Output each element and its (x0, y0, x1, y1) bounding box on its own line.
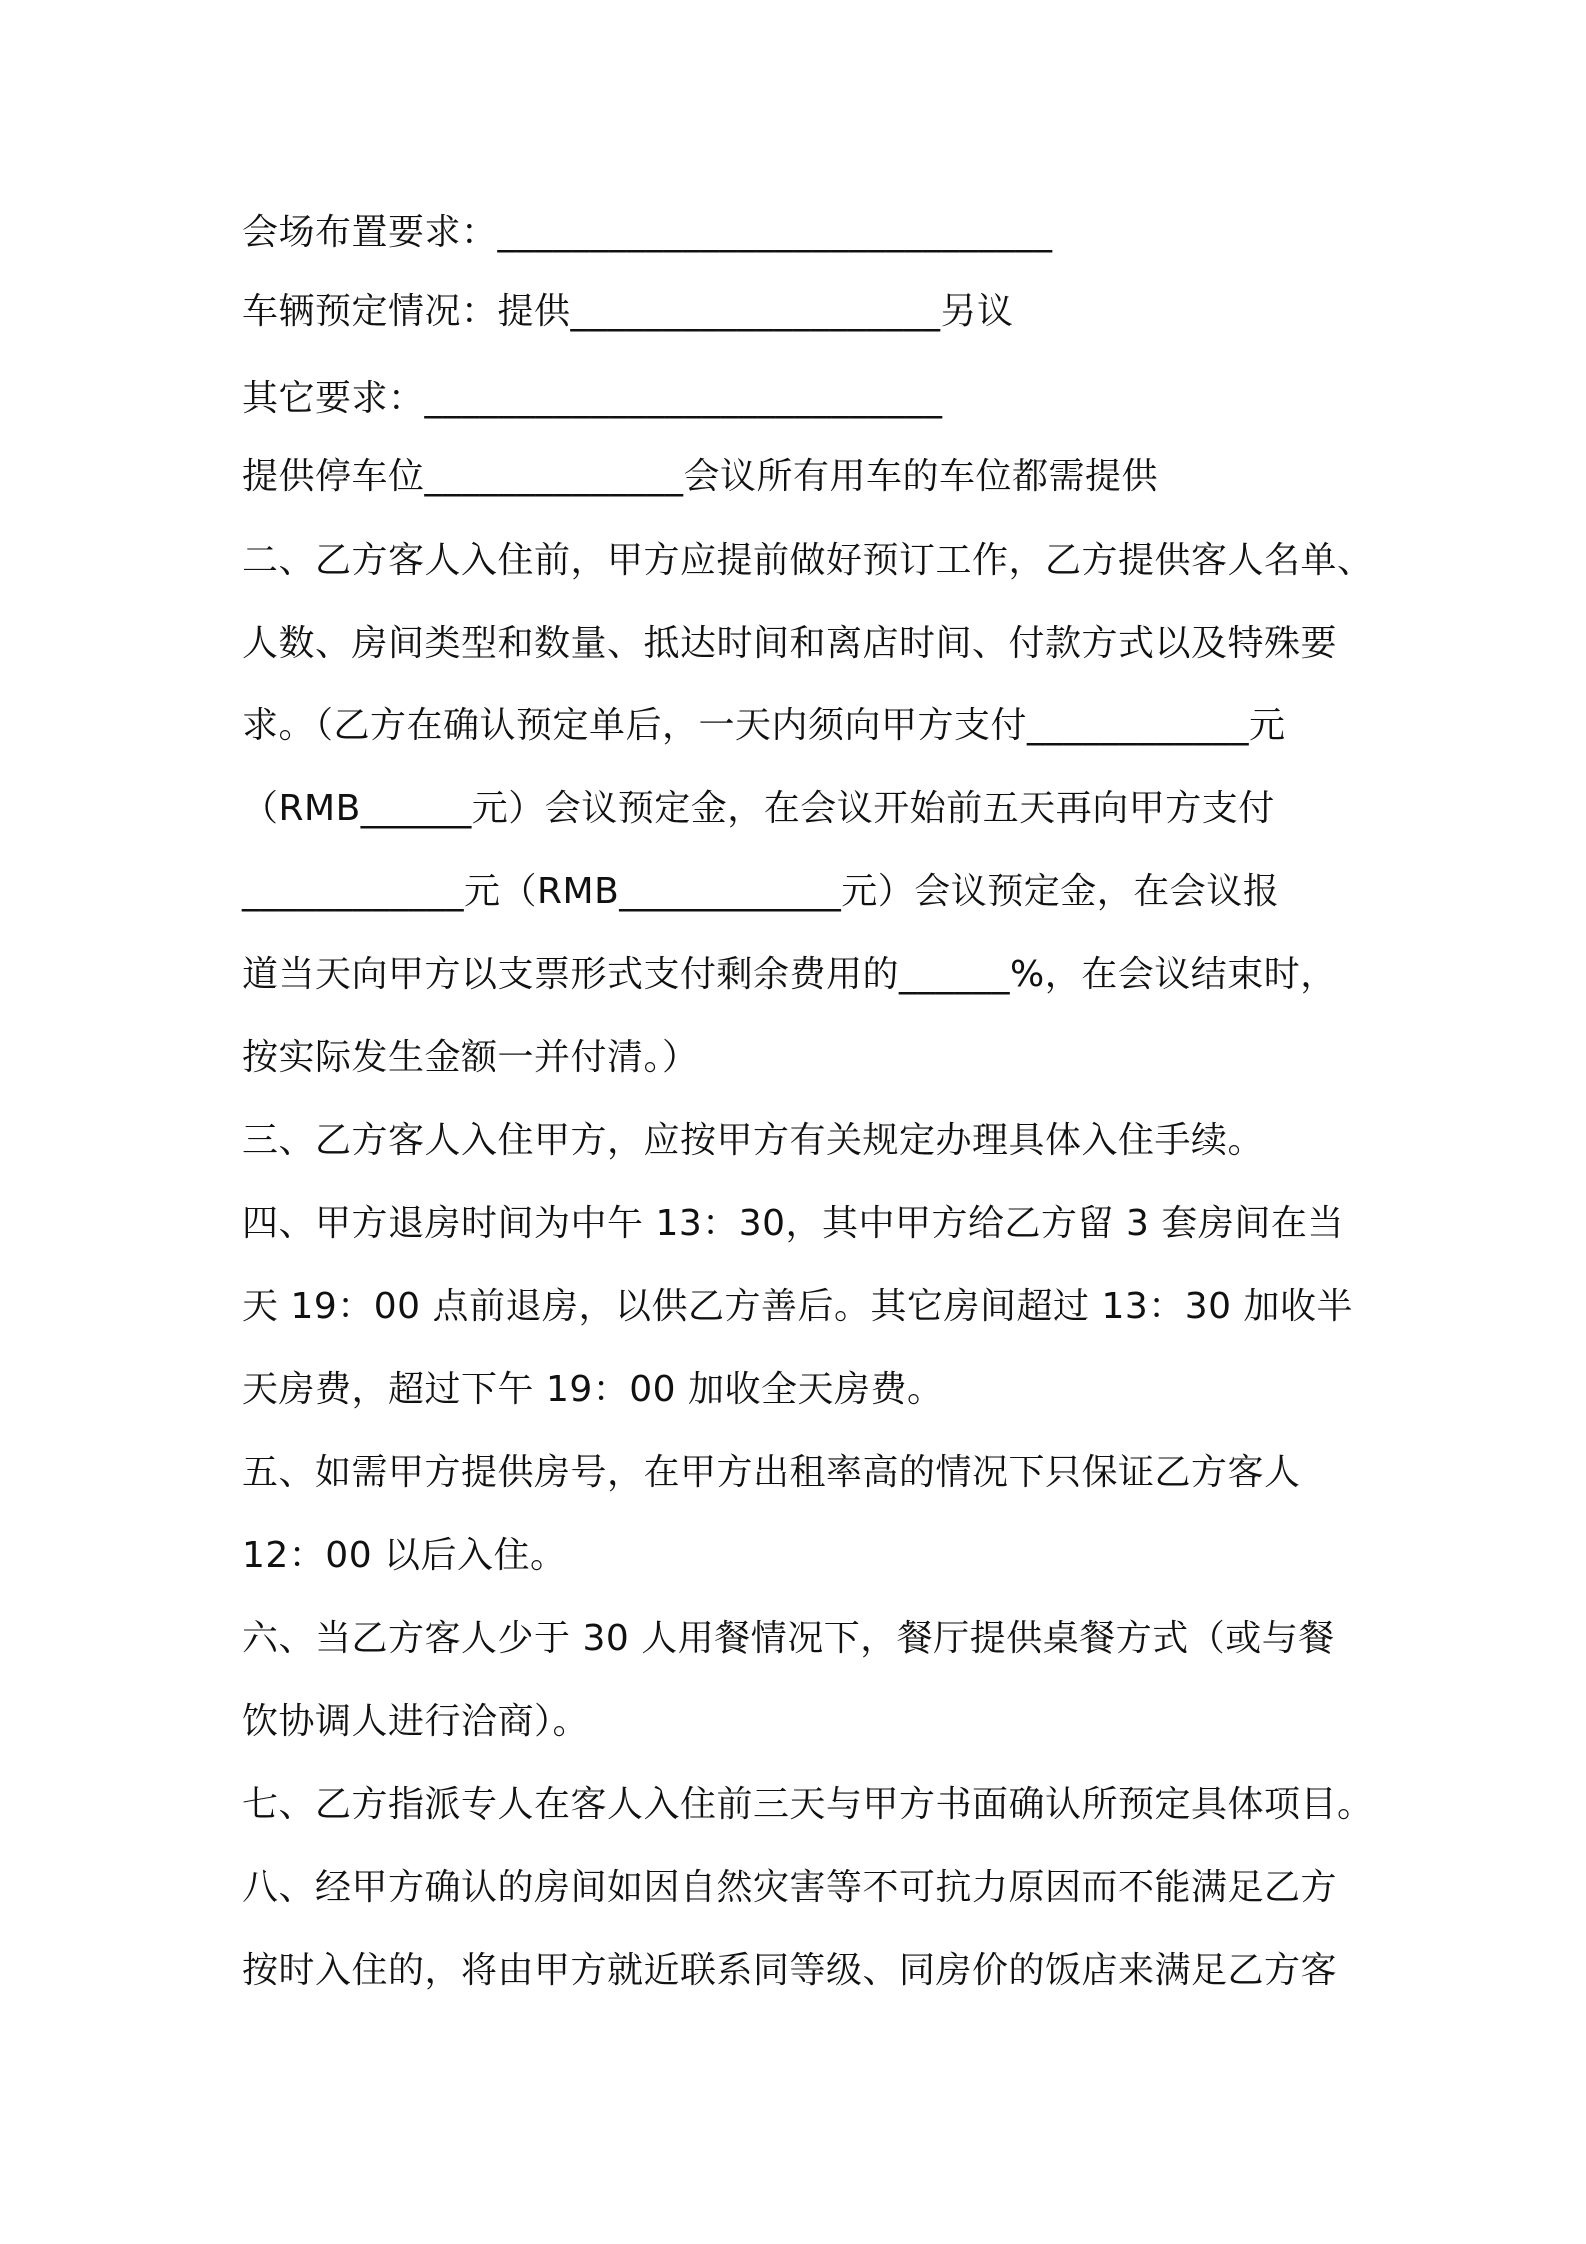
text-line-parking: 提供停车位______________会议所有用车的车位都需提供 (242, 456, 1159, 497)
text-line: 道当天向甲方以支票形式支付剩余费用的______%，在会议结束时， (242, 954, 1337, 995)
text-line: 求。（乙方在确认预定单后，一天内须向甲方支付____________元 (242, 705, 1286, 746)
text-line: 天房费，超过下午 19：00 加收全天房费。 (242, 1369, 944, 1410)
text-line: 人数、房间类型和数量、抵达时间和离店时间、付款方式以及特殊要 (242, 623, 1338, 664)
text-line: 按实际发生金额一并付清。） (242, 1037, 699, 1078)
text-line: （RMB______元）会议预定金，在会议开始前五天再向甲方支付 (242, 788, 1275, 829)
text-line-clause-4: 四、甲方退房时间为中午 13：30，其中甲方给乙方留 3 套房间在当 (242, 1203, 1344, 1244)
text-line: 饮协调人进行洽商）。 (242, 1701, 590, 1742)
text-line-clause-3: 三、乙方客人入住甲方，应按甲方有关规定办理具体入住手续。 (242, 1120, 1265, 1161)
text-line-clause-8: 八、经甲方确认的房间如因自然灾害等不可抗力原因而不能满足乙方 (242, 1867, 1338, 1908)
text-line: 12：00 以后入住。 (242, 1535, 567, 1576)
text-line-other-requirements: 其它要求：____________________________ (242, 378, 943, 419)
text-line: 按时入住的，将由甲方就近联系同等级、同房价的饭店来满足乙方客 (242, 1950, 1338, 1991)
text-line: 天 19：00 点前退房，以供乙方善后。其它房间超过 13：30 加收半 (242, 1286, 1354, 1327)
text-line-venue-requirements: 会场布置要求：______________________________ (242, 212, 1053, 253)
text-line: ____________元（RMB____________元）会议预定金，在会议报 (242, 871, 1280, 912)
text-line-clause-7: 七、乙方指派专人在客人入住前三天与甲方书面确认所预定具体项目。 (242, 1784, 1374, 1825)
text-line-clause-6: 六、当乙方客人少于 30 人用餐情况下，餐厅提供桌餐方式（或与餐 (242, 1618, 1335, 1659)
text-line-clause-5: 五、如需甲方提供房号，在甲方出租率高的情况下只保证乙方客人 (242, 1452, 1301, 1493)
text-line-clause-2: 二、乙方客人入住前，甲方应提前做好预订工作，乙方提供客人名单、 (242, 540, 1374, 581)
text-line-vehicle-booking: 车辆预定情况：提供____________________另议 (242, 291, 1014, 332)
